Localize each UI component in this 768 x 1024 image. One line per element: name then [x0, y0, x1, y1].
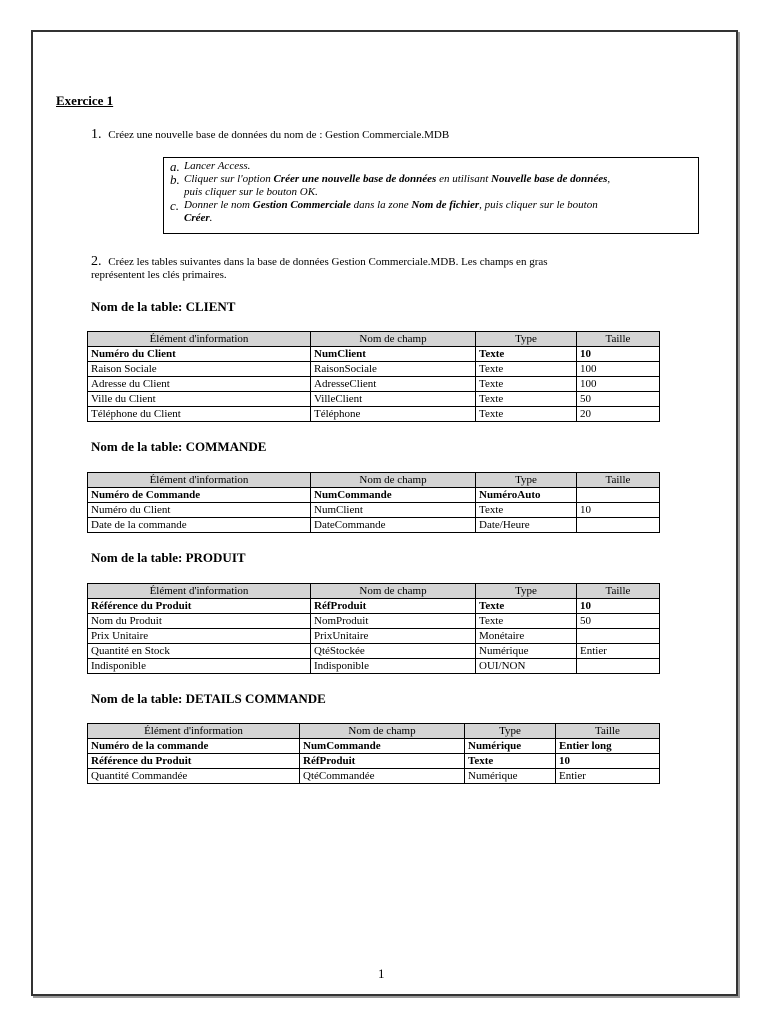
cell-size — [577, 659, 660, 674]
cell-element: Référence du Produit — [88, 599, 311, 614]
step-2-line-1: Créez les tables suivantes dans la base de données Gestion Commerciale.MDB. Les champs en gras — [108, 256, 548, 268]
cell-size: 10 — [577, 347, 660, 362]
header-field-name: Nom de champ — [300, 724, 465, 739]
header-element: Élément d'information — [88, 584, 311, 599]
cell-field-name: NumClient — [311, 347, 476, 362]
step-2-number: 2. — [91, 254, 102, 269]
cell-size — [577, 629, 660, 644]
instruction-c — [170, 199, 692, 225]
cell-type: Numérique — [476, 644, 577, 659]
header-type: Type — [476, 332, 577, 347]
header-element: Élément d'information — [88, 332, 311, 347]
table-title-client: Nom de la table: CLIENT — [91, 299, 236, 314]
table-row — [88, 769, 660, 784]
page-number: 1 — [378, 966, 385, 981]
table-row — [88, 659, 660, 674]
cell-field-name: NumCommande — [311, 488, 476, 503]
cell-type: Texte — [476, 362, 577, 377]
cell-element: Nom du Produit — [88, 614, 311, 629]
cell-field-name: NumClient — [311, 503, 476, 518]
step-1 — [91, 128, 449, 142]
cell-type: Texte — [476, 377, 577, 392]
cell-field-name: AdresseClient — [311, 377, 476, 392]
instruction-c-text: Donner le nom Gestion Commerciale dans la zone Nom de fichier, puis cliquer sur le bouton Créer. — [184, 199, 598, 224]
cell-type: Texte — [476, 347, 577, 362]
cell-field-name: NumCommande — [300, 739, 465, 754]
cell-type: Texte — [465, 754, 556, 769]
cell-element: Quantité Commandée — [88, 769, 300, 784]
header-type: Type — [476, 473, 577, 488]
cell-type: Texte — [476, 599, 577, 614]
cell-size: 10 — [556, 754, 660, 769]
table-row — [88, 614, 660, 629]
cell-type: Texte — [476, 392, 577, 407]
table-row — [88, 407, 660, 422]
cell-field-name: Indisponible — [311, 659, 476, 674]
header-element: Élément d'information — [88, 473, 311, 488]
table-row — [88, 599, 660, 614]
header-size: Taille — [577, 332, 660, 347]
exercise-title: Exercice 1 — [56, 93, 114, 108]
cell-type: OUI/NON — [476, 659, 577, 674]
header-field-name: Nom de champ — [311, 332, 476, 347]
instruction-b-letter: b. — [170, 172, 180, 187]
cell-field-name: QtéStockée — [311, 644, 476, 659]
cell-element: Indisponible — [88, 659, 311, 674]
cell-type: Date/Heure — [476, 518, 577, 533]
cell-size: 20 — [577, 407, 660, 422]
table-title-commande: Nom de la table: COMMANDE — [91, 439, 267, 454]
cell-type: Texte — [476, 407, 577, 422]
table-row — [88, 644, 660, 659]
table-row — [88, 392, 660, 407]
cell-size: 10 — [577, 503, 660, 518]
step-1-number: 1. — [91, 127, 102, 142]
cell-type: Monétaire — [476, 629, 577, 644]
cell-size: 10 — [577, 599, 660, 614]
cell-size — [577, 488, 660, 503]
table-row — [88, 347, 660, 362]
instructions-box — [163, 157, 699, 234]
cell-size: Entier long — [556, 739, 660, 754]
instruction-b-text: Cliquer sur l'option Créer une nouvelle base de données en utilisant Nouvelle base de données, puis cliquer sur le bouton OK. — [184, 173, 611, 198]
table-client — [87, 331, 660, 422]
table-row — [88, 739, 660, 754]
instruction-a-text: Lancer Access. — [184, 160, 251, 172]
table-header-row — [88, 584, 660, 599]
header-size: Taille — [577, 584, 660, 599]
header-field-name: Nom de champ — [311, 473, 476, 488]
table-row — [88, 754, 660, 769]
cell-element: Quantité en Stock — [88, 644, 311, 659]
table-row — [88, 503, 660, 518]
cell-element: Ville du Client — [88, 392, 311, 407]
cell-element: Raison Sociale — [88, 362, 311, 377]
table-produit — [87, 583, 660, 674]
instruction-b — [170, 173, 692, 199]
cell-field-name: NomProduit — [311, 614, 476, 629]
table-commande — [87, 472, 660, 533]
table-row — [88, 518, 660, 533]
cell-size: 100 — [577, 362, 660, 377]
table-row — [88, 629, 660, 644]
table-row — [88, 362, 660, 377]
cell-element: Numéro du Client — [88, 503, 311, 518]
cell-field-name: PrixUnitaire — [311, 629, 476, 644]
cell-element: Date de la commande — [88, 518, 311, 533]
header-field-name: Nom de champ — [311, 584, 476, 599]
cell-type: Numérique — [465, 739, 556, 754]
cell-element: Numéro de la commande — [88, 739, 300, 754]
cell-type: NuméroAuto — [476, 488, 577, 503]
header-type: Type — [465, 724, 556, 739]
cell-type: Texte — [476, 614, 577, 629]
cell-element: Adresse du Client — [88, 377, 311, 392]
cell-field-name: RéfProduit — [300, 754, 465, 769]
cell-field-name: RéfProduit — [311, 599, 476, 614]
cell-size: Entier — [577, 644, 660, 659]
header-size: Taille — [577, 473, 660, 488]
cell-element: Numéro du Client — [88, 347, 311, 362]
table-row — [88, 377, 660, 392]
cell-field-name: VilleClient — [311, 392, 476, 407]
cell-element: Numéro de Commande — [88, 488, 311, 503]
cell-type: Numérique — [465, 769, 556, 784]
table-title-details-commande: Nom de la table: DETAILS COMMANDE — [91, 691, 326, 706]
cell-field-name: RaisonSociale — [311, 362, 476, 377]
instruction-c-letter: c. — [170, 198, 180, 213]
cell-field-name: Téléphone — [311, 407, 476, 422]
table-header-row — [88, 724, 660, 739]
header-type: Type — [476, 584, 577, 599]
cell-size — [577, 518, 660, 533]
instruction-a-letter: a. — [170, 159, 180, 174]
cell-type: Texte — [476, 503, 577, 518]
header-size: Taille — [556, 724, 660, 739]
table-title-produit: Nom de la table: PRODUIT — [91, 550, 246, 565]
cell-size: 50 — [577, 392, 660, 407]
cell-element: Référence du Produit — [88, 754, 300, 769]
cell-field-name: QtéCommandée — [300, 769, 465, 784]
cell-size: 50 — [577, 614, 660, 629]
cell-element: Prix Unitaire — [88, 629, 311, 644]
step-1-text: Créez une nouvelle base de données du nom de : Gestion Commerciale.MDB — [108, 129, 450, 141]
table-details-commande — [87, 723, 660, 784]
cell-element: Téléphone du Client — [88, 407, 311, 422]
cell-size: 100 — [577, 377, 660, 392]
table-row — [88, 488, 660, 503]
header-element: Élément d'information — [88, 724, 300, 739]
cell-field-name: DateCommande — [311, 518, 476, 533]
step-2-line-2: représentent les clés primaires. — [91, 269, 227, 281]
table-header-row — [88, 332, 660, 347]
table-header-row — [88, 473, 660, 488]
instruction-a — [170, 160, 692, 173]
step-2 — [91, 255, 677, 282]
cell-size: Entier — [556, 769, 660, 784]
